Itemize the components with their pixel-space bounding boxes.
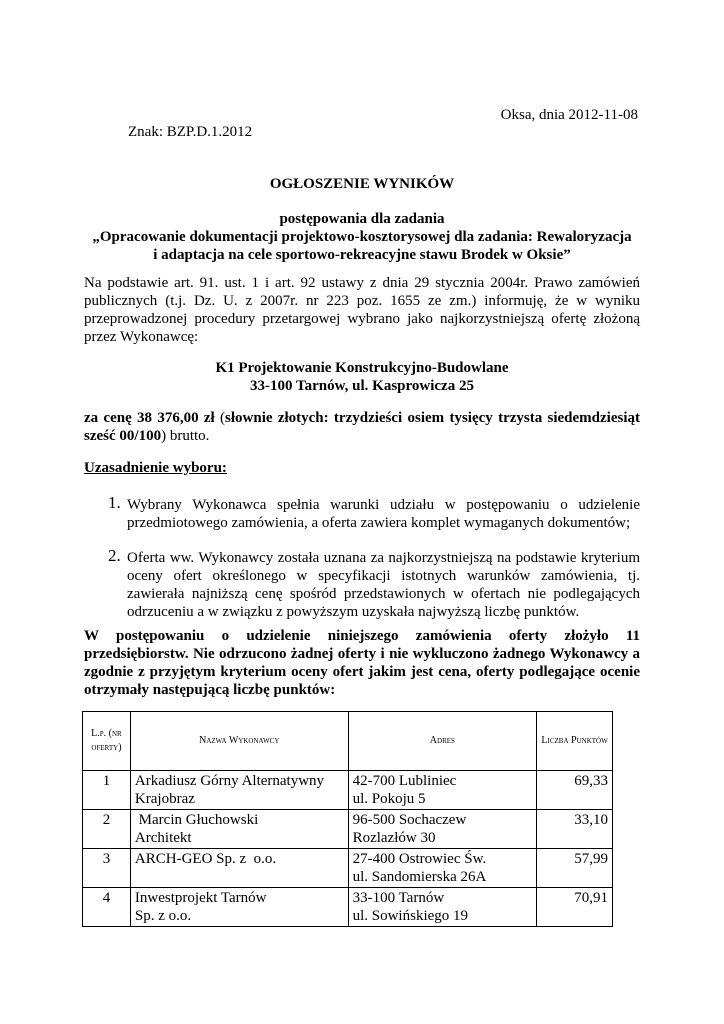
item-text: Oferta ww. Wykonawcy została uznana za najkorzystniejszą na podstawie kryterium oceny ofert określonego w specyfikacji istotnych warunków zamówienia, tj. zawierała najniższą cenę spośród przedstawionych w ofertach nie podlegających odrzuceniu a w związku z powyższym uzyskała najwyższą liczbę punktów.	[127, 550, 640, 620]
cell-lp: 1	[83, 771, 131, 810]
cell-address	[348, 771, 537, 810]
cell-lp: 3	[83, 849, 131, 888]
name-line: Architekt	[134, 830, 192, 846]
price-amount: za cenę 38 376,00 zł	[84, 410, 215, 426]
cell-name	[130, 810, 348, 849]
header-address: Adres	[348, 712, 537, 771]
address-line: ul. Pokoju 5	[352, 791, 426, 807]
name-line: Arkadiusz Górny Alternatywny	[134, 773, 325, 789]
item-text: Wybrany Wykonawca spełnia warunki udziału w postępowaniu o udzielenie przedmiotowego zamówienia, a oferta zawiera komplet wymaganych dokumentów;	[127, 497, 640, 531]
price-open-paren: (	[214, 410, 226, 426]
header-lp: L.p. (nr oferty)	[83, 712, 131, 771]
price-in-words: słownie złotych: trzydzieści osiem tysięcy trzysta siedemdziesiąt sześć 00/100	[84, 410, 640, 444]
name-line: Inwestprojekt Tarnów	[134, 890, 267, 906]
contractor-address: 33-100 Tarnów, ul. Kasprowicza 25	[250, 378, 474, 394]
address-line: 42-700 Lubliniec	[352, 773, 457, 789]
summary-paragraph: W postępowaniu o udzielenie niniejszego zamówienia oferty złożyło 11 przedsiębiorstw. Nie odrzucono żadnej oferty i nie wykluczono żadnego Wykonawcy a zgodnie z przyjętym kryterium oceny ofert jakim jest cena, oferty podlegające ocenie otrzymały następującą liczbę punktów:	[84, 628, 640, 698]
cell-points: 70,91	[537, 888, 613, 927]
document-title: OGŁOSZENIE WYNIKÓW	[269, 176, 455, 192]
document-date: Oksa, dnia 2012-11-08	[500, 107, 638, 123]
table-header-row	[83, 712, 613, 771]
reference-sign: Znak: BZP.D.1.2012	[128, 124, 253, 140]
address-line: ul. Sandomierska 26A	[352, 869, 487, 885]
cell-lp: 4	[83, 888, 131, 927]
results-table	[82, 711, 613, 927]
cell-points: 57,99	[537, 849, 613, 888]
cell-points: 33,10	[537, 810, 613, 849]
cell-address	[348, 849, 537, 888]
price-suffix: ) brutto.	[161, 428, 210, 444]
cell-name	[130, 849, 348, 888]
header-points: Liczba Punktów	[537, 712, 613, 771]
cell-lp: 2	[83, 810, 131, 849]
address-line: 33-100 Tarnów	[352, 890, 445, 906]
header-name: Nazwa Wykonawcy	[130, 712, 348, 771]
item-number: 1.	[108, 493, 121, 512]
cell-name	[130, 888, 348, 927]
address-line: 27-400 Ostrowiec Św.	[352, 851, 487, 867]
name-line: ARCH-GEO Sp. z o.o.	[134, 851, 277, 867]
address-line: ul. Sowińskiego 19	[352, 908, 469, 924]
subtitle-line-1: postępowania dla zadania	[279, 211, 445, 227]
contractor-name: K1 Projektowanie Konstrukcyjno-Budowlane	[215, 360, 509, 376]
procedure-subtitle	[84, 210, 640, 264]
subtitle-line-3: i adaptacja na cele sportowo-rekreacyjne stawu Brodek w Oksie”	[153, 247, 571, 263]
cell-address	[348, 810, 537, 849]
item-number: 2.	[108, 546, 121, 565]
address-line: 96-500 Sochaczew	[352, 812, 467, 828]
price-paragraph	[84, 409, 640, 445]
name-line: Sp. z o.o.	[134, 908, 192, 924]
table-row	[83, 810, 613, 849]
subtitle-line-2: „Opracowanie dokumentacji projektowo-kosztorysowej dla zadania: Rewaloryzacja	[92, 229, 632, 245]
table-row	[83, 771, 613, 810]
table-row	[83, 849, 613, 888]
cell-address	[348, 888, 537, 927]
table-row	[83, 888, 613, 927]
address-line: Rozlazłów 30	[352, 830, 436, 846]
intro-paragraph: Na podstawie art. 91. ust. 1 i art. 92 ustawy z dnia 29 stycznia 2004r. Prawo zamówień publicznych (t.j. Dz. U. z 2007r. nr 223 poz. 1655 ze zm.) informuję, że w wyniku przeprowadzonej procedury przetargowej wybrano jako najkorzystniejszą ofertę złożoną przez Wykonawcę:	[84, 275, 640, 345]
cell-points: 69,33	[537, 771, 613, 810]
cell-name	[130, 771, 348, 810]
name-line: Marcin Głuchowski	[134, 812, 259, 828]
winning-contractor	[84, 359, 640, 395]
justification-heading: Uzasadnienie wyboru:	[84, 460, 227, 476]
name-line: Krajobraz	[134, 791, 195, 807]
